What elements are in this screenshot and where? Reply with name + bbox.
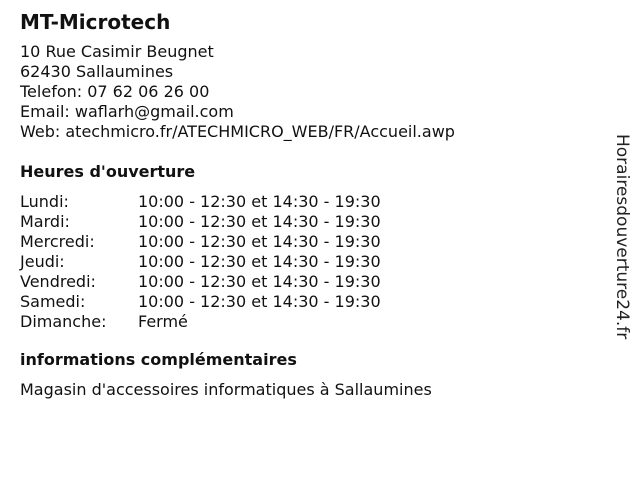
hours-time: 10:00 - 12:30 et 14:30 - 19:30 xyxy=(138,252,381,271)
hours-day: Mardi: xyxy=(20,212,70,231)
address-street: 10 Rue Casimir Beugnet xyxy=(20,42,214,61)
hours-time: 10:00 - 12:30 et 14:30 - 19:30 xyxy=(138,192,381,211)
hours-row-jeudi xyxy=(20,252,600,272)
hours-time: Fermé xyxy=(138,312,188,331)
hours-time: 10:00 - 12:30 et 14:30 - 19:30 xyxy=(138,292,381,311)
hours-row-lundi xyxy=(20,192,600,212)
business-name: MT-Microtech xyxy=(20,10,171,34)
info-title: informations complémentaires xyxy=(20,350,297,369)
hours-day: Dimanche: xyxy=(20,312,107,331)
hours-day: Jeudi: xyxy=(20,252,65,271)
hours-time: 10:00 - 12:30 et 14:30 - 19:30 xyxy=(138,212,381,231)
hours-day: Lundi: xyxy=(20,192,69,211)
info-description: Magasin d'accessoires informatiques à Sallaumines xyxy=(20,380,432,399)
address-city: 62430 Sallaumines xyxy=(20,62,174,81)
hours-time: 10:00 - 12:30 et 14:30 - 19:30 xyxy=(138,272,381,291)
site-watermark xyxy=(610,134,634,344)
hours-table xyxy=(20,192,600,332)
hours-day: Mercredi: xyxy=(20,232,95,251)
hours-day: Vendredi: xyxy=(20,272,96,291)
email-line: Email: waflarh@gmail.com xyxy=(20,102,234,121)
web-line: Web: atechmicro.fr/ATECHMICRO_WEB/FR/Accueil.awp xyxy=(20,122,455,141)
hours-time: 10:00 - 12:30 et 14:30 - 19:30 xyxy=(138,232,381,251)
hours-row-dimanche xyxy=(20,312,600,332)
hours-row-vendredi xyxy=(20,272,600,292)
hours-row-samedi xyxy=(20,292,600,312)
hours-row-mardi xyxy=(20,212,600,232)
hours-day: Samedi: xyxy=(20,292,86,311)
hours-title: Heures d'ouverture xyxy=(20,162,196,181)
business-card xyxy=(20,10,600,400)
phone-line: Telefon: 07 62 06 26 00 xyxy=(20,82,210,101)
watermark-text: Horairesdouverture24.fr xyxy=(612,134,632,340)
hours-row-mercredi xyxy=(20,232,600,252)
